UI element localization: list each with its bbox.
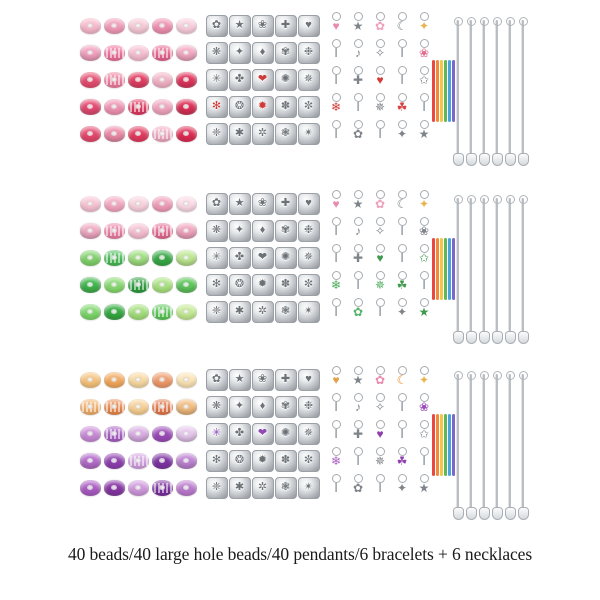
pendant: ❄ — [328, 271, 344, 297]
charm: ❤ — [252, 247, 274, 269]
bead — [152, 72, 173, 88]
large-hole-beads-group-1 — [205, 12, 320, 180]
chain — [469, 198, 472, 340]
pendant: ★ — [416, 120, 432, 146]
bead — [176, 45, 197, 61]
charm: ✵ — [298, 423, 320, 445]
bead — [104, 99, 125, 115]
charm: ✳ — [206, 423, 228, 445]
pendant — [328, 66, 344, 92]
bead — [80, 223, 101, 239]
bead — [104, 45, 125, 61]
charm: ✲ — [252, 301, 274, 323]
pendant: ★ — [416, 298, 432, 324]
charm: ❈ — [206, 477, 228, 499]
bead — [152, 196, 173, 212]
chain — [456, 20, 459, 162]
charm: ❋ — [206, 220, 228, 242]
bead — [176, 196, 197, 212]
charm: ❀ — [252, 15, 274, 37]
bead — [104, 196, 125, 212]
cord — [440, 238, 443, 300]
charm: ✹ — [252, 96, 274, 118]
chain — [495, 374, 498, 516]
chain — [495, 20, 498, 162]
bead — [128, 372, 149, 388]
charm: ❀ — [252, 369, 274, 391]
charm: ❈ — [206, 301, 228, 323]
bead — [176, 480, 197, 496]
cord — [444, 60, 447, 122]
pendant: ☾ — [394, 12, 410, 38]
cord — [440, 60, 443, 122]
bead — [152, 45, 173, 61]
bead — [80, 72, 101, 88]
charm: ✺ — [275, 69, 297, 91]
pendant: ❀ — [416, 217, 432, 243]
charm: ✚ — [275, 15, 297, 37]
kit-row-2 — [0, 190, 600, 358]
charm: ✽ — [275, 274, 297, 296]
charm-grid-2 — [205, 190, 320, 325]
cord — [444, 414, 447, 476]
dangle-pendants-group-3 — [325, 366, 435, 534]
pendant-grid-1 — [325, 12, 435, 147]
pendant — [394, 217, 410, 243]
bead — [152, 18, 173, 34]
bead — [104, 223, 125, 239]
pendant: ✿ — [350, 474, 366, 500]
charm: ✲ — [252, 477, 274, 499]
bead-grid-3 — [78, 366, 198, 501]
chain — [521, 20, 524, 162]
bead — [104, 453, 125, 469]
pendant: ❀ — [416, 39, 432, 65]
pendant: ♥ — [328, 12, 344, 38]
charm: ✿ — [206, 193, 228, 215]
charm: ❂ — [229, 450, 251, 472]
charm: ✾ — [275, 220, 297, 242]
charm: ✵ — [298, 69, 320, 91]
charm: ★ — [229, 15, 251, 37]
bead — [104, 399, 125, 415]
bead — [152, 480, 173, 496]
charm: ❂ — [229, 96, 251, 118]
charm: ✲ — [252, 123, 274, 145]
bead — [128, 126, 149, 142]
charm: ♦ — [252, 396, 274, 418]
charm: ✦ — [229, 42, 251, 64]
pendant: ✦ — [394, 298, 410, 324]
kit-row-3 — [0, 366, 600, 534]
bead — [80, 277, 101, 293]
charm: ✹ — [252, 274, 274, 296]
chain — [495, 198, 498, 340]
pendant — [394, 393, 410, 419]
pendant: ✚ — [350, 244, 366, 270]
cord — [448, 414, 451, 476]
charm: ✺ — [275, 247, 297, 269]
pendant — [372, 474, 388, 500]
pendant: ✵ — [372, 447, 388, 473]
charm: ❉ — [298, 42, 320, 64]
chain-row — [452, 198, 532, 348]
bead — [176, 399, 197, 415]
bead — [80, 453, 101, 469]
pendant: ★ — [350, 12, 366, 38]
charm: ❀ — [252, 193, 274, 215]
bead — [176, 126, 197, 142]
chain — [456, 374, 459, 516]
bead — [176, 99, 197, 115]
charm: ✴ — [298, 123, 320, 145]
chain-row — [452, 20, 532, 170]
charm: ❈ — [206, 123, 228, 145]
pendant: ❄ — [328, 447, 344, 473]
charm: ✺ — [275, 423, 297, 445]
dangle-pendants-group-2 — [325, 190, 435, 358]
charm: ♦ — [252, 220, 274, 242]
pendant: ✚ — [350, 66, 366, 92]
pendant: ✵ — [372, 93, 388, 119]
bead — [176, 304, 197, 320]
pendant: ✿ — [372, 190, 388, 216]
charm: ❋ — [206, 42, 228, 64]
charm: ❃ — [275, 477, 297, 499]
pendant: ✧ — [372, 39, 388, 65]
pendant: ★ — [350, 366, 366, 392]
bead — [128, 426, 149, 442]
bead — [152, 223, 173, 239]
pendant-grid-2 — [325, 190, 435, 325]
bead-grid-1 — [78, 12, 198, 147]
bead — [80, 45, 101, 61]
bead — [128, 72, 149, 88]
charm: ✴ — [298, 301, 320, 323]
bead-grid-2 — [78, 190, 198, 325]
pendant: ♪ — [350, 217, 366, 243]
pendant: ♥ — [372, 420, 388, 446]
bead — [176, 453, 197, 469]
bead — [80, 196, 101, 212]
pendant — [394, 244, 410, 270]
bead — [128, 453, 149, 469]
pendant: ☾ — [394, 366, 410, 392]
cord — [432, 60, 435, 122]
pendant: ☘ — [394, 271, 410, 297]
round-beads-group-1 — [78, 12, 198, 180]
pendant: ★ — [350, 190, 366, 216]
bead — [176, 223, 197, 239]
charm-grid-3 — [205, 366, 320, 501]
chain — [482, 374, 485, 516]
pendant: ♥ — [372, 244, 388, 270]
bead — [152, 250, 173, 266]
bead — [128, 45, 149, 61]
pendant-grid-3 — [325, 366, 435, 501]
pendant — [416, 93, 432, 119]
pendant: ❀ — [416, 393, 432, 419]
bead — [176, 372, 197, 388]
cord — [436, 238, 439, 300]
bead — [152, 372, 173, 388]
dangle-pendants-group-1 — [325, 12, 435, 180]
pendant: ✦ — [416, 366, 432, 392]
pendant — [328, 420, 344, 446]
pendant — [328, 217, 344, 243]
large-hole-beads-group-2 — [205, 190, 320, 358]
bead — [176, 277, 197, 293]
charm: ✦ — [229, 396, 251, 418]
product-caption: 40 beads/40 large hole beads/40 pendants/6 bracelets + 6 necklaces — [67, 544, 533, 564]
bead — [128, 196, 149, 212]
bead — [128, 480, 149, 496]
pendant — [394, 39, 410, 65]
charm: ✤ — [229, 247, 251, 269]
pendant: ♥ — [328, 366, 344, 392]
pendant — [328, 474, 344, 500]
chain — [469, 20, 472, 162]
charm: ✱ — [229, 123, 251, 145]
pendant — [328, 298, 344, 324]
chain — [521, 374, 524, 516]
pendant: ☘ — [394, 447, 410, 473]
charm: ✾ — [275, 396, 297, 418]
bead — [104, 304, 125, 320]
pendant — [350, 447, 366, 473]
pendant — [416, 271, 432, 297]
charm: ✤ — [229, 69, 251, 91]
pendant — [328, 393, 344, 419]
bead — [128, 18, 149, 34]
charm: ✚ — [275, 369, 297, 391]
chain — [456, 198, 459, 340]
charm: ❤ — [252, 423, 274, 445]
large-hole-beads-group-3 — [205, 366, 320, 534]
bead — [152, 304, 173, 320]
bead — [176, 250, 197, 266]
bead — [80, 372, 101, 388]
bead — [80, 480, 101, 496]
bead — [104, 426, 125, 442]
bead — [80, 99, 101, 115]
pendant: ✩ — [416, 420, 432, 446]
cord — [432, 238, 435, 300]
pendant: ✚ — [350, 420, 366, 446]
pendant: ✧ — [372, 217, 388, 243]
silver-chains-group-2 — [452, 190, 532, 358]
charm: ❤ — [252, 69, 274, 91]
cord — [448, 60, 451, 122]
pendant: ✿ — [372, 12, 388, 38]
pendant: ✩ — [416, 66, 432, 92]
charm: ✽ — [275, 96, 297, 118]
silver-chains-group-1 — [452, 12, 532, 180]
kit-row-1 — [0, 12, 600, 180]
bead — [104, 480, 125, 496]
charm: ✵ — [298, 247, 320, 269]
charm: ✹ — [252, 450, 274, 472]
pendant: ✿ — [350, 298, 366, 324]
pendant: ✦ — [394, 474, 410, 500]
charm: ✿ — [206, 369, 228, 391]
pendant: ❄ — [328, 93, 344, 119]
charm: ✼ — [298, 450, 320, 472]
charm: ♥ — [298, 15, 320, 37]
bead — [104, 126, 125, 142]
bead — [80, 18, 101, 34]
pendant: ♪ — [350, 393, 366, 419]
pendant — [328, 120, 344, 146]
cord — [436, 414, 439, 476]
pendant: ☾ — [394, 190, 410, 216]
charm: ❂ — [229, 274, 251, 296]
pendant — [350, 271, 366, 297]
chain — [508, 374, 511, 516]
pendant — [328, 244, 344, 270]
bead — [128, 399, 149, 415]
chain — [508, 198, 511, 340]
charm: ✻ — [206, 274, 228, 296]
chain — [482, 20, 485, 162]
charm: ❉ — [298, 396, 320, 418]
pendant: ✦ — [416, 190, 432, 216]
pendant: ✧ — [372, 393, 388, 419]
charm: ✼ — [298, 96, 320, 118]
bead — [104, 72, 125, 88]
chain — [508, 20, 511, 162]
charm: ✦ — [229, 220, 251, 242]
pendant: ✩ — [416, 244, 432, 270]
charm: ✱ — [229, 301, 251, 323]
bead — [152, 426, 173, 442]
bead — [176, 72, 197, 88]
pendant — [394, 420, 410, 446]
pendant — [416, 447, 432, 473]
charm: ✳ — [206, 69, 228, 91]
charm: ❃ — [275, 123, 297, 145]
pendant: ✿ — [350, 120, 366, 146]
pendant: ♥ — [328, 190, 344, 216]
charm: ✿ — [206, 15, 228, 37]
cord — [444, 238, 447, 300]
bead — [152, 399, 173, 415]
pendant: ✿ — [372, 366, 388, 392]
charm-grid-1 — [205, 12, 320, 147]
charm: ✾ — [275, 42, 297, 64]
pendant — [328, 39, 344, 65]
charm: ✤ — [229, 423, 251, 445]
bead — [128, 304, 149, 320]
bead — [176, 18, 197, 34]
pendant — [350, 93, 366, 119]
charm: ❋ — [206, 396, 228, 418]
bead — [80, 399, 101, 415]
pendant: ☘ — [394, 93, 410, 119]
charm: ✻ — [206, 450, 228, 472]
pendant — [372, 120, 388, 146]
bead — [152, 277, 173, 293]
cord — [440, 414, 443, 476]
charm: ♦ — [252, 42, 274, 64]
pendant — [372, 298, 388, 324]
charm: ✳ — [206, 247, 228, 269]
chain — [521, 198, 524, 340]
cord — [436, 60, 439, 122]
chain-row — [452, 374, 532, 524]
pendant: ✵ — [372, 271, 388, 297]
charm: ✚ — [275, 193, 297, 215]
pendant: ✦ — [416, 12, 432, 38]
silver-chains-group-3 — [452, 366, 532, 534]
bead — [80, 126, 101, 142]
bead — [80, 304, 101, 320]
cord — [448, 238, 451, 300]
round-beads-group-3 — [78, 366, 198, 534]
charm: ★ — [229, 193, 251, 215]
bead — [128, 277, 149, 293]
bead — [128, 223, 149, 239]
charm: ✴ — [298, 477, 320, 499]
bead — [104, 18, 125, 34]
charm: ★ — [229, 369, 251, 391]
charm: ✽ — [275, 450, 297, 472]
charm: ♥ — [298, 193, 320, 215]
bead — [128, 250, 149, 266]
pendant: ✦ — [394, 120, 410, 146]
pendant: ♪ — [350, 39, 366, 65]
charm: ✼ — [298, 274, 320, 296]
bead — [104, 277, 125, 293]
bead — [152, 99, 173, 115]
bead — [128, 99, 149, 115]
bead — [152, 126, 173, 142]
charm: ✻ — [206, 96, 228, 118]
bead — [104, 372, 125, 388]
charm: ♥ — [298, 369, 320, 391]
pendant: ★ — [416, 474, 432, 500]
bead — [152, 453, 173, 469]
charm: ✱ — [229, 477, 251, 499]
bead — [176, 426, 197, 442]
round-beads-group-2 — [78, 190, 198, 358]
bead — [80, 426, 101, 442]
chain — [469, 374, 472, 516]
bead — [104, 250, 125, 266]
cord — [432, 414, 435, 476]
pendant: ♥ — [372, 66, 388, 92]
chain — [482, 198, 485, 340]
charm: ❃ — [275, 301, 297, 323]
pendant — [394, 66, 410, 92]
bead — [80, 250, 101, 266]
charm: ❉ — [298, 220, 320, 242]
